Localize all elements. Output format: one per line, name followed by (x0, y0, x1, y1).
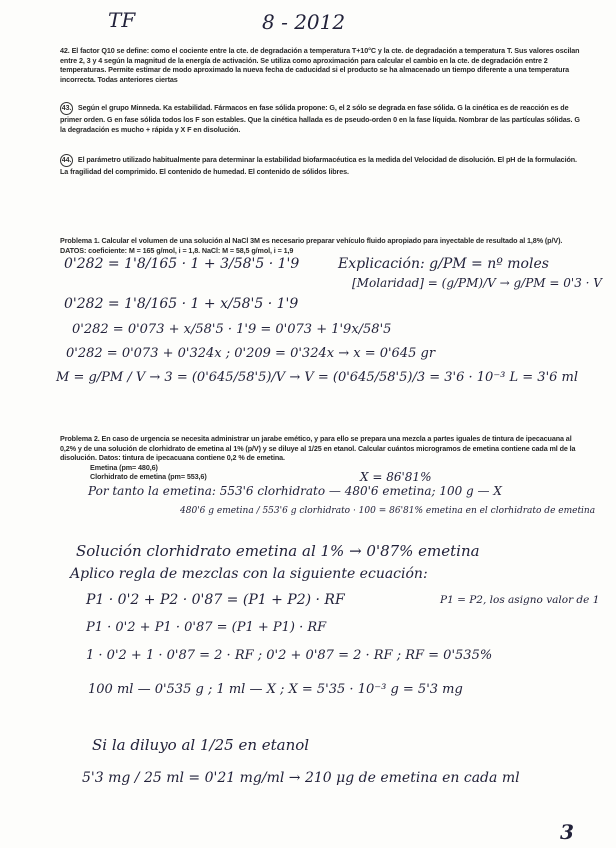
problem-1-statement: Problema 1. Calcular el volumen de una solución al NaCl 3M es necesario preparar vehículo fluido apropiado para inyectable de resultado al 1,8% (p/V). DATOS: coeficiente: M = 165 g/mol, i = 1,8. NaCl: M = 58,5 g/mol, i = 1,9 (60, 236, 563, 255)
question-42 (60, 46, 580, 84)
header-date: 8 - 2012 (262, 10, 346, 34)
question-text: El parámetro utilizado habitualmente para determinar la estabilidad biofarmacéutica es la medida del Velocidad de disolución. El pH de la formulación. La fragilidad del comprimido. El contenido de humedad. El contenido de sólidos libres. (60, 155, 577, 176)
problem-1-line: [Molaridad] = (g/PM)/V → g/PM = 0'3 · V (352, 276, 602, 290)
problem-1-line: 0'282 = 1'8/165 · 1 + 3/58'5 · 1'9 (64, 256, 300, 272)
question-number: 44. (60, 154, 73, 167)
question-text: El factor Q10 se define: como el cociente entre la cte. de degradación a temperatura T+10°C y la cte. de degradación a temperatura T. Sus valores oscilan entre 2, 3 y 4 según la magnitud de la energía de activación. Se utiliza como aproximación para calcular el cambio en la cte. de degradación entre 2 temperaturas. Permite estimar de modo aproximado la nueva fecha de caducidad si el producto se ha almacenado un tiempo diferente a una temperatura incorrecta. Todas anteriores ciertas (60, 46, 580, 84)
question-43 (60, 102, 580, 134)
question-text: Según el grupo Minneda. Ka estabilidad. Fármacos en fase sólida propone: G, el 2 sólo se degrada en fase sólida. G la cinética es de reacción es de primer orden. G en fase sólida todos los F son estables. Que la cinética hallada es de pseudo-orden 0 en la fase líquida. Nombrar de las partículas sólidas. G la degradación es mucho + rápida y X F en disolución. (60, 103, 580, 134)
problem-1-line: 0'282 = 1'8/165 · 1 + x/58'5 · 1'9 (64, 296, 299, 312)
page-number: 3 (560, 820, 574, 844)
header-left: TF (108, 8, 136, 32)
question-number: 42. (60, 46, 70, 55)
problem-1-line: Explicación: g/PM = nº moles (338, 256, 549, 272)
problem-2-line: P1 · 0'2 + P1 · 0'87 = (P1 + P1) · RF (86, 620, 327, 635)
problem-2-line: P1 = P2, los asigno valor de 1 (440, 594, 600, 606)
problem-1-line: M = g/PM / V → 3 = (0'645/58'5)/V → V = (0'645/58'5)/3 = 3'6 · 10⁻³ L = 3'6 ml (56, 370, 579, 385)
problem-2-data-1: Emetina (pm= 480,6) (90, 462, 158, 472)
problem-1-line: 0'282 = 0'073 + 0'324x ; 0'209 = 0'324x → x = 0'645 gr (66, 346, 436, 361)
problem-2-line: Solución clorhidrato emetina al 1% → 0'87% emetina (76, 542, 480, 560)
problem-2-data-2: Clorhidrato de emetina (pm= 553,6) (90, 472, 207, 481)
question-number: 43. (60, 102, 73, 115)
problem-2-line: 480'6 g emetina / 553'6 g clorhidrato · 100 = 86'81% emetina en el clorhidrato de emetina (180, 506, 596, 516)
problem-2-line: 100 ml — 0'535 g ; 1 ml — X ; X = 5'35 · 10⁻³ g = 5'3 mg (88, 682, 463, 697)
problem-2-line: 5'3 mg / 25 ml = 0'21 mg/ml → 210 μg de emetina en cada ml (82, 770, 520, 786)
problem-2-line: X = 86'81% (360, 470, 432, 484)
problem-1-line: 0'282 = 0'073 + x/58'5 · 1'9 = 0'073 + 1'9x/58'5 (72, 322, 392, 337)
problem-2-line: Por tanto la emetina: 553'6 clorhidrato — 480'6 emetina; 100 g — X (88, 484, 502, 498)
problem-2-line: Si la diluyo al 1/25 en etanol (92, 736, 310, 754)
problem-2-line: 1 · 0'2 + 1 · 0'87 = 2 · RF ; 0'2 + 0'87 = 2 · RF ; RF = 0'535% (86, 648, 493, 663)
problem-2-text: Problema 2. En caso de urgencia se necesita administrar un jarabe emético, y para ello se prepara una mezcla a partes iguales de tintura de ipecacuana al 0,2% y de una solución de clorhidrato de emetina al 1% (p/V) y se diluye al 1/25 en etanol. Calcular cuántos microgramos de emetina contiene cada ml de la disolución. Datos: tintura de ipecacuana contiene 0,2 % de emetina. (60, 434, 576, 462)
problem-2-line: Aplico regla de mezclas con la siguiente ecuación: (70, 566, 428, 582)
problem-2-line: P1 · 0'2 + P2 · 0'87 = (P1 + P2) · RF (86, 592, 345, 608)
problem-2-statement (60, 434, 580, 482)
question-44 (60, 154, 580, 177)
